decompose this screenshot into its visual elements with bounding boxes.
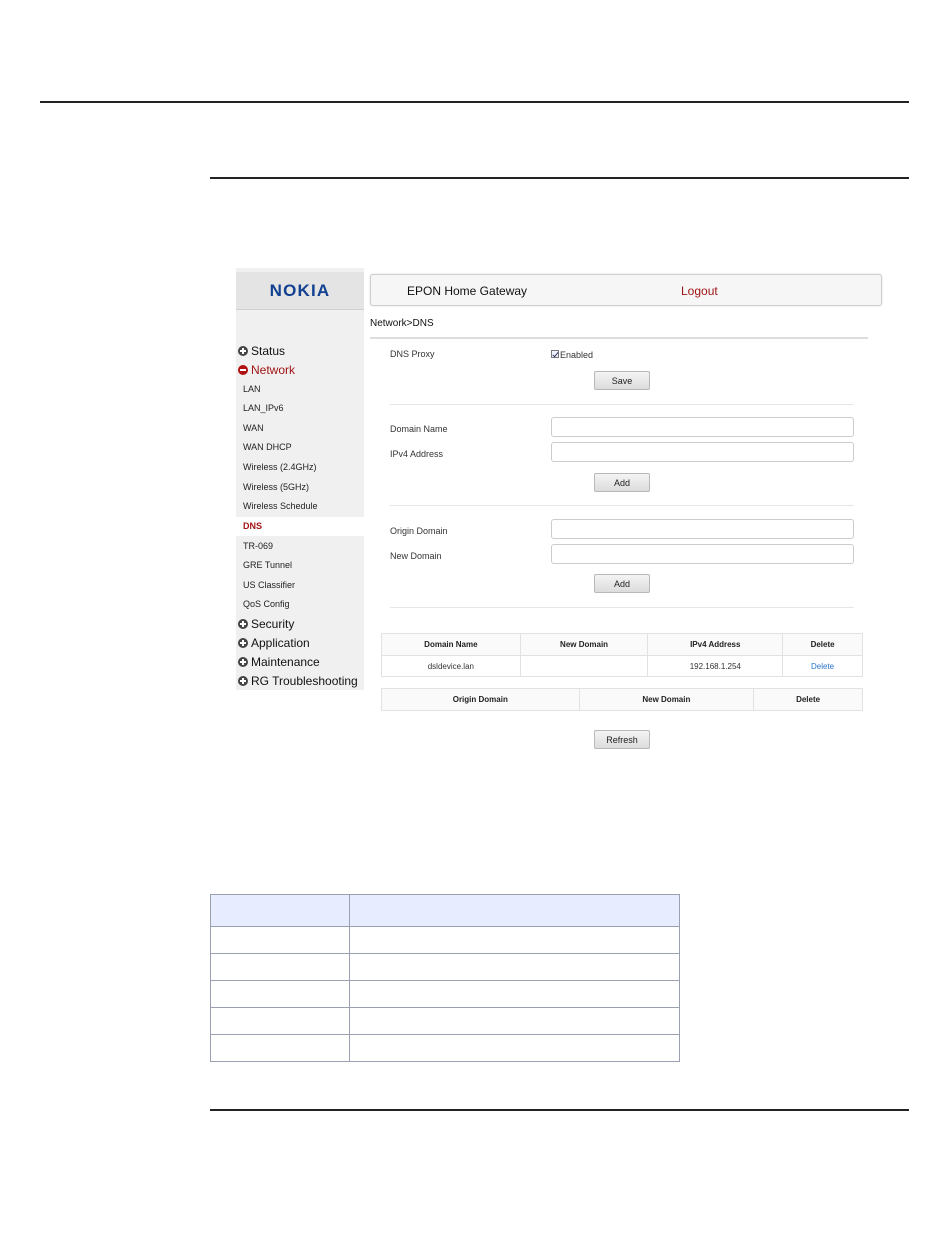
sidebar-item-wan-dhcp[interactable]: WAN DHCP [243, 442, 292, 452]
domain-name-input[interactable] [551, 417, 854, 437]
add-origin-button[interactable]: Add [594, 574, 650, 593]
cell-ipv4: 192.168.1.254 [648, 656, 783, 677]
origin-domain-input[interactable] [551, 519, 854, 539]
menu-security-label: Security [251, 616, 295, 631]
menu-rg-troubleshooting-label: RG Troubleshooting [251, 673, 358, 688]
expand-icon [238, 619, 248, 629]
ipv4-address-input[interactable] [551, 442, 854, 462]
page-rule-top [40, 101, 909, 103]
save-button[interactable]: Save [594, 371, 650, 390]
menu-status-label: Status [251, 343, 286, 358]
origin-domain-label: Origin Domain [390, 526, 448, 536]
document-table [210, 894, 680, 1062]
doc-cell [211, 927, 350, 954]
refresh-button[interactable]: Refresh [594, 730, 650, 749]
add-domain-button[interactable]: Add [594, 473, 650, 492]
doc-header-cell [211, 895, 350, 927]
gateway-header [370, 274, 882, 306]
sidebar-item-lan[interactable]: LAN [243, 384, 261, 394]
table-row [211, 954, 680, 981]
doc-header-cell [350, 895, 680, 927]
col-new-domain: New Domain [579, 689, 754, 711]
sidebar [236, 268, 364, 690]
col-origin-domain: Origin Domain [382, 689, 580, 711]
cell-new-domain [520, 656, 648, 677]
table-row [211, 1008, 680, 1035]
expand-icon [238, 638, 248, 648]
new-domain-input[interactable] [551, 544, 854, 564]
sidebar-item-dns[interactable]: DNS [236, 517, 364, 536]
breadcrumb-divider [370, 337, 868, 339]
logout-link[interactable]: Logout [681, 284, 718, 298]
sidebar-item-gre-tunnel[interactable]: GRE Tunnel [243, 560, 293, 570]
sidebar-item-lan-ipv6[interactable]: LAN_IPv6 [243, 403, 284, 413]
sidebar-item-us-classifier[interactable]: US Classifier [243, 580, 296, 590]
ipv4-address-label: IPv4 Address [390, 449, 444, 459]
section-divider [390, 505, 854, 506]
doc-cell [350, 1008, 680, 1035]
doc-cell [350, 954, 680, 981]
col-delete: Delete [754, 689, 863, 711]
new-domain-label: New Domain [390, 551, 442, 561]
doc-cell [211, 981, 350, 1008]
page-rule-bottom [210, 1109, 909, 1111]
expand-icon [238, 346, 248, 356]
expand-icon [238, 676, 248, 686]
sidebar-item-wireless-5[interactable]: Wireless (5GHz) [243, 482, 310, 492]
header-title: EPON Home Gateway [407, 284, 528, 298]
cell-delete [783, 656, 863, 677]
menu-network-label: Network [251, 362, 296, 377]
doc-cell [211, 954, 350, 981]
router-screenshot [236, 268, 884, 758]
breadcrumb: Network>DNS [370, 318, 434, 329]
menu-security[interactable] [236, 614, 364, 633]
menu-network[interactable] [236, 360, 364, 379]
cell-domain: dsldevice.lan [382, 656, 521, 677]
col-new-domain: New Domain [520, 634, 648, 656]
sidebar-item-qos-config[interactable]: QoS Config [243, 599, 290, 609]
section-divider [390, 404, 854, 405]
nokia-logo: NOKIA [269, 280, 331, 300]
menu-application[interactable] [236, 633, 364, 652]
origin-table [381, 688, 863, 711]
table-row [211, 981, 680, 1008]
doc-cell [350, 981, 680, 1008]
domain-name-label: Domain Name [390, 424, 448, 434]
delete-link[interactable]: Delete [811, 661, 835, 671]
expand-icon [238, 657, 248, 667]
table-row [382, 656, 863, 677]
collapse-icon [238, 365, 248, 375]
menu-maintenance-label: Maintenance [251, 654, 320, 669]
page-rule-middle [210, 177, 909, 179]
dns-proxy-enabled-label: Enabled [560, 350, 594, 360]
sidebar-item-wireless-schedule[interactable]: Wireless Schedule [243, 501, 318, 511]
logo-box [236, 272, 364, 310]
section-divider [390, 607, 854, 608]
doc-cell [350, 927, 680, 954]
doc-cell [211, 1008, 350, 1035]
doc-cell [350, 1035, 680, 1062]
doc-cell [211, 1035, 350, 1062]
menu-maintenance[interactable] [236, 652, 364, 671]
col-domain-name: Domain Name [382, 634, 521, 656]
col-delete: Delete [783, 634, 863, 656]
sidebar-item-wireless-24[interactable]: Wireless (2.4GHz) [243, 462, 317, 472]
menu-rg-troubleshooting[interactable] [236, 671, 364, 690]
col-ipv4-address: IPv4 Address [648, 634, 783, 656]
sidebar-item-wan[interactable]: WAN [243, 423, 264, 433]
table-row [211, 927, 680, 954]
menu-application-label: Application [251, 635, 310, 650]
dns-proxy-label: DNS Proxy [390, 349, 435, 359]
menu-status[interactable] [236, 341, 364, 360]
table-row [211, 1035, 680, 1062]
dns-proxy-checkbox[interactable] [551, 350, 559, 358]
domain-table [381, 633, 863, 677]
sidebar-item-tr069[interactable]: TR-069 [243, 541, 274, 551]
